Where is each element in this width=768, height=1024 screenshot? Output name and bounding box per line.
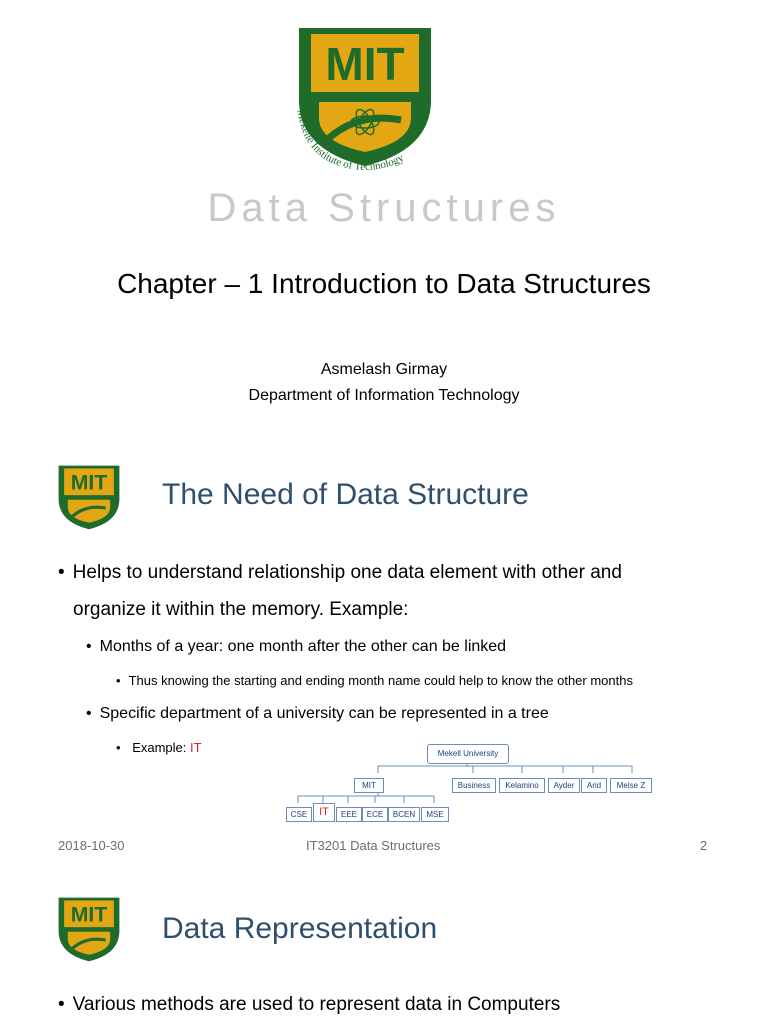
author-block <box>0 357 768 409</box>
svg-text:MIT: MIT <box>70 471 108 495</box>
slide-data-representation <box>0 868 768 1024</box>
tree-node-bcen: BCEN <box>388 807 420 822</box>
bullet-relationship <box>58 554 622 628</box>
footer-course: IT3201 Data Structures <box>306 838 441 853</box>
sub-bullet-months: • Months of a year: one month after the other can be linked <box>86 638 506 656</box>
bullet-line-2: organize it within the memory. Example: <box>73 599 409 620</box>
svg-text:Mekelle Institute of Technolog: Mekelle Institute of Technology <box>294 108 406 172</box>
sub-sub-bullet-example <box>116 740 202 755</box>
tree-node-cse: CSE <box>286 807 312 822</box>
tree-root: Mekell University <box>427 744 509 764</box>
tree-node-mit: MIT <box>354 778 384 793</box>
course-title: Data Structures <box>207 186 561 230</box>
department-name: Department of Information Technology <box>248 387 520 404</box>
tree-node-kelamino: Kelamino <box>499 778 545 793</box>
slide-title-page <box>0 0 768 430</box>
university-tree-diagram <box>282 740 652 824</box>
tree-node-arid: Arid <box>581 778 607 793</box>
svg-text:MIT: MIT <box>70 903 108 927</box>
bullet-various-methods: • Various methods are used to represent data in Computers <box>58 986 560 1023</box>
slide-title: The Need of Data Structure <box>162 478 529 511</box>
tree-node-eee: EEE <box>336 807 362 822</box>
slide-title: Data Representation <box>162 912 438 945</box>
slide-need-of-data-structure <box>0 440 768 860</box>
author-name: Asmelash Girmay <box>320 361 448 378</box>
sub-sub-bullet-months: • Thus knowing the starting and ending month name could help to know the other months <box>116 673 633 688</box>
footer-page-number: 2 <box>700 838 708 853</box>
example-value: IT <box>190 740 202 755</box>
chapter-heading: Chapter – 1 Introduction to Data Structures <box>117 268 651 299</box>
tree-node-mse: MSE <box>421 807 449 822</box>
mit-logo-small <box>54 894 124 964</box>
tree-node-melse-z: Melse Z <box>610 778 652 793</box>
sub-bullet-department: • Specific department of a university can be represented in a tree <box>86 705 549 723</box>
mit-logo-small <box>54 462 124 532</box>
tree-node-ece: ECE <box>362 807 388 822</box>
tree-node-business: Business <box>452 778 496 793</box>
tree-node-ayder: Ayder <box>548 778 580 793</box>
footer-date: 2018-10-30 <box>58 838 125 853</box>
bullet-line-1: • Helps to understand relationship one data element with other and <box>58 554 622 591</box>
svg-text:MIT: MIT <box>325 38 405 90</box>
mit-logo <box>289 20 441 172</box>
tree-node-it: IT <box>313 803 335 822</box>
example-label: Example: <box>132 740 187 755</box>
